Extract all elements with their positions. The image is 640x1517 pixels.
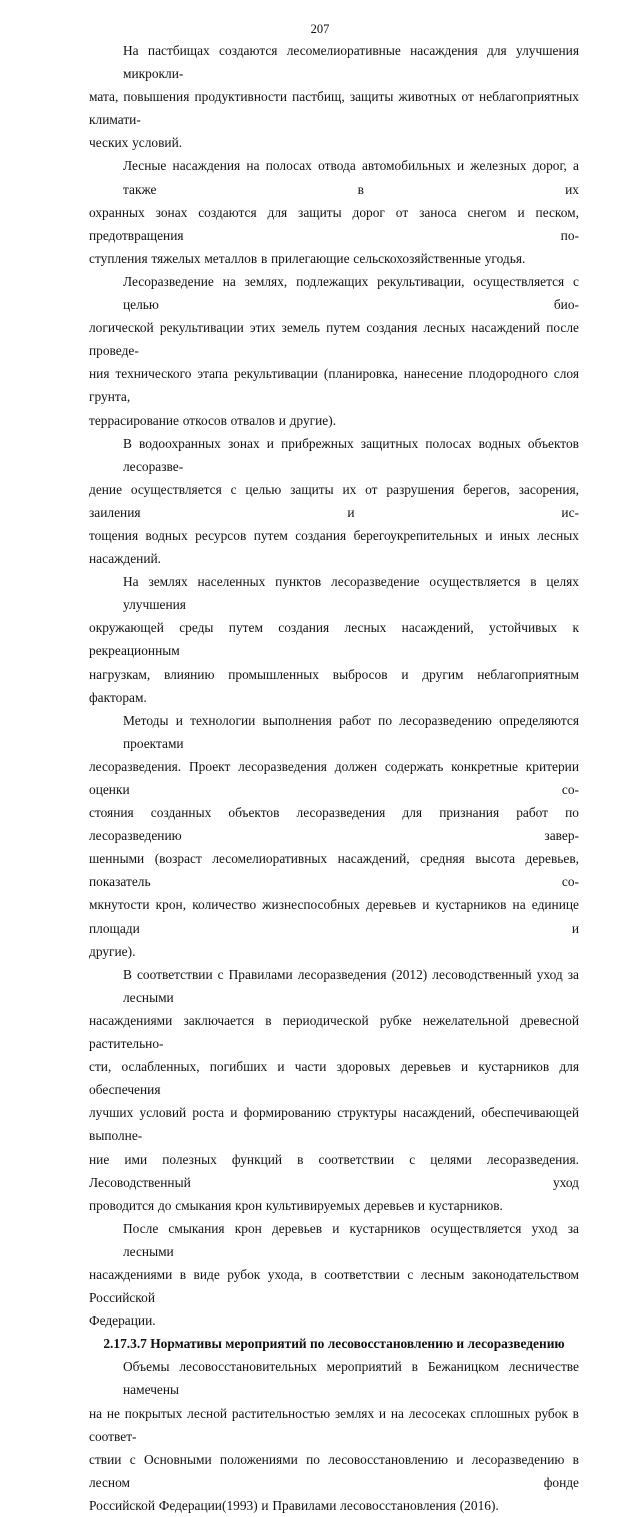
paragraph-line: нагрузкам, влиянию промышленных выбросов и другим неблагоприятным факторам. — [89, 666, 579, 705]
paragraph — [89, 1355, 579, 1517]
paragraph-line: ние ими полезных функций в соответствии с целями лесоразведения. Лесоводственный уход — [89, 1151, 579, 1190]
paragraph-line: проводится до смыкания крон культивируемых деревьев и кустарников. — [89, 1197, 503, 1213]
paragraph-line: окружающей среды путем создания лесных насаждений, устойчивых к рекреационным — [89, 620, 579, 659]
paragraph — [89, 963, 579, 1217]
paragraph-line: террасирование откосов отвалов и другие). — [89, 412, 337, 428]
paragraph-line: На землях населенных пунктов лесоразведение осуществляется в целях улучшения — [123, 574, 579, 613]
paragraph — [89, 39, 579, 154]
paragraph-line: мкнутости крон, количество жизнеспособных деревьев и кустарников на единице площади и — [89, 897, 579, 936]
document-body — [89, 39, 579, 1517]
paragraph-line: другие). — [89, 943, 136, 959]
paragraph-line: Объемы лесовосстановительных мероприятий в Бежаницком лесничестве намечены — [123, 1359, 579, 1398]
paragraph — [89, 709, 579, 963]
paragraph-line: ческих условий. — [89, 135, 183, 151]
paragraph-line: насаждениями в виде рубок ухода, в соответствии с лесным законодательством Российской — [89, 1266, 579, 1306]
paragraph-line: на не покрытых лесной растительностью землях и на лесосеках сплошных рубок в соответ- — [89, 1405, 579, 1444]
paragraph-line: охранных зонах создаются для защиты дорог от заноса снегом и песком, предотвращения по- — [89, 204, 579, 243]
paragraph-line: Методы и технологии выполнения работ по лесоразведению определяются проектами — [123, 712, 579, 751]
paragraph-line: шенными (возраст лесомелиоративных насаждений, средняя высота деревьев, показатель со- — [89, 851, 579, 890]
paragraph-line: Лесные насаждения на полосах отвода автомобильных и железных дорог, а также в их — [123, 158, 579, 197]
paragraph — [89, 1217, 579, 1332]
paragraph-line: дение осуществляется с целью защиты их от разрушения берегов, засорения, заиления и ис- — [89, 481, 579, 520]
paragraph — [89, 154, 579, 269]
section-heading: 2.17.3.7 Нормативы мероприятий по лесовосстановлению и лесоразведению — [103, 1336, 565, 1352]
paragraph-line: тощения водных ресурсов путем создания берегоукрепительных и иных лесных насаждений. — [89, 527, 579, 567]
paragraph-line: После смыкания крон деревьев и кустарников осуществляется уход за лесными — [123, 1220, 579, 1259]
paragraph-line: ния технического этапа рекультивации (планировка, нанесение плодородного слоя грунта, — [89, 366, 579, 405]
paragraph — [89, 270, 579, 432]
paragraph-line: лучших условий роста и формированию структуры насаждений, обеспечивающей выполне- — [89, 1105, 579, 1144]
paragraph-line: Лесоразведение на землях, подлежащих рекультивации, осуществляется с целью био- — [123, 273, 579, 313]
paragraph-line: логической рекультивации этих земель путем создания лесных насаждений после проведе- — [89, 320, 579, 359]
paragraph-line: Федерации. — [89, 1313, 156, 1329]
paragraph-line: лесоразведения. Проект лесоразведения должен содержать конкретные критерии оценки со- — [89, 758, 579, 797]
paragraph-line: мата, повышения продуктивности пастбищ, защиты животных от неблагоприятных климати- — [89, 89, 579, 128]
paragraph-line: В соответствии с Правилами лесоразведения (2012) лесоводственный уход за лесными — [123, 966, 579, 1005]
paragraph-line: насаждениями заключается в периодической рубке нежелательной древесной растительно- — [89, 1012, 579, 1052]
page-number: 207 — [310, 22, 330, 36]
paragraph — [89, 570, 579, 709]
paragraph-line: Российской Федерации(1993) и Правилами лесовосстановления (2016). — [89, 1497, 499, 1513]
paragraph-line: ступления тяжелых металлов в прилегающие сельскохозяйственные угодья. — [89, 250, 526, 266]
paragraph-line: В водоохранных зонах и прибрежных защитных полосах водных объектов лесоразве- — [123, 435, 579, 474]
paragraph-line: сти, ослабленных, погибших и части здоровых деревьев и кустарников для обеспечения — [89, 1059, 579, 1098]
paragraph-line: ствии с Основными положениями по лесовосстановлению и лесоразведению в лесном фонде — [89, 1451, 579, 1490]
paragraph-line: стояния созданных объектов лесоразведения для признания работ по лесоразведению завер- — [89, 805, 579, 844]
paragraph — [89, 432, 579, 571]
paragraph-line: На пастбищах создаются лесомелиоративные насаждения для улучшения микрокли- — [123, 43, 579, 82]
